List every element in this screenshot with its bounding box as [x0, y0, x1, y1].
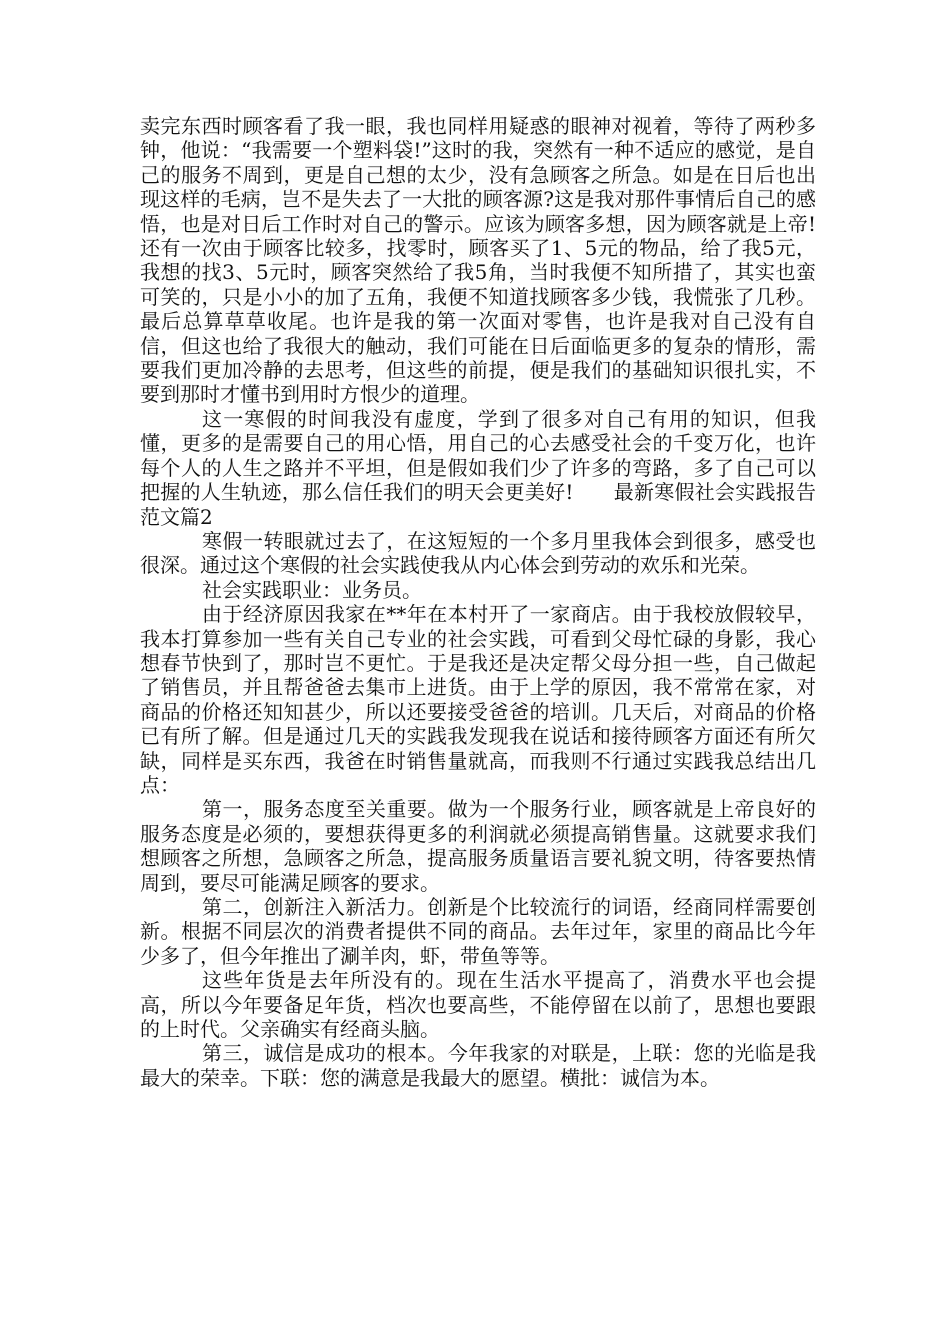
paragraph-7 — [140, 895, 816, 968]
paragraph-9-text: 第三，诚信是成功的根本。今年我家的对联是，上联：您的光临是我最大的荣幸。下联：您的满意是我最大的愿望。横批：诚信为本。 — [140, 1041, 816, 1090]
paragraph-6-text: 第一，服务态度至关重要。做为一个服务行业，顾客就是上帝良好的服务态度是必须的，要想获得更多的利润就必须提高销售量。这就要求我们想顾客之所想，急顾客之所急，提高服务质量语言要礼貌文明，待客要热情周到，要尽可能满足顾客的要求。 — [140, 797, 816, 895]
paragraph-9 — [140, 1041, 816, 1090]
paragraph-5-text: 由于经济原因我家在**年在本村开了一家商店。由于我校放假较早，我本打算参加一些有关自己专业的社会实践，可看到父母忙碌的身影，我心想春节快到了，那时岂不更忙。于是我还是决定帮父母分担一些，自己做起了销售员，并且帮爸爸去集市上进货。由于上学的原因，我不常常在家，对商品的价格还知知甚少，所以还要接受爸爸的培训。几天后，对商品的价格已有所了解。但是通过几天的实践我发现我在说话和接待顾客方面还有所欠缺，同样是买东西，我爸在时销售量就高，而我则不行通过实践我总结出几点： — [140, 602, 816, 797]
paragraph-8-text: 这些年货是去年所没有的。现在生活水平提高了，消费水平也会提高，所以今年要备足年货，档次也要高些，不能停留在以前了，思想也要跟的上时代。父亲确实有经商头脑。 — [140, 968, 816, 1042]
section-heading: 最新寒假社会实践报告范文篇2 — [140, 480, 817, 529]
paragraph-7-text: 第二，创新注入新活力。创新是个比较流行的词语，经商同样需要创新。根据不同层次的消费者提供不同的商品。去年过年，家里的商品比今年少多了，但今年推出了涮羊肉，虾，带鱼等等。 — [140, 895, 816, 968]
paragraph-2-text: 这一寒假的时间我没有虚度，学到了很多对自己有用的知识，但我懂，更多的是需要自己的用心悟，用自己的心去感受社会的千变万化，也许每个人的人生之路并不平坦，但是假如我们少了许多的弯路，多了自己可以把握的人生轨迹，那么信任我们的明天会更美好! — [140, 406, 816, 505]
document-page — [140, 114, 816, 1090]
paragraph-6 — [140, 797, 816, 895]
paragraph-3 — [140, 529, 816, 578]
paragraph-4-text: 社会实践职业：业务员。 — [202, 577, 422, 602]
paragraph-1 — [140, 114, 816, 407]
paragraph-3-text: 寒假一转眼就过去了，在这短短的一个多月里我体会到很多，感受也很深。通过这个寒假的社会实践使我从内心体会到劳动的欢乐和光荣。 — [140, 528, 816, 578]
paragraph-1-text: 卖完东西时顾客看了我一眼，我也同样用疑惑的眼神对视着，等待了两秒多钟，他说：“我需要一个塑料袋!”这时的我，突然有一种不适应的感觉，是自己的服务不周到，更是自己想的太少，没有急顾客之所急。如是在日后也出现这样的毛病，岂不是失去了一大批的顾客源?这是我对那件事情后自己的感悟，也是对日后工作时对自己的警示。应该为顾客多想，因为顾客就是上帝!还有一次由于顾客比较多，找零时，顾客买了1、5元的物品，给了我5元，我想的找3、5元时，顾客突然给了我5角，当时我便不知所措了，其实也蛮可笑的，只是小小的加了五角，我便不知道找顾客多少钱，我慌张了几秒。最后总算草草收尾。也许是我的第一次面对零售，也许是我对自己没有自信，但这也给了我很大的触动，我们可能在日后面临更多的复杂的情形，需要我们更加冷静的去思考，但这些的前提，便是我们的基础知识很扎实，不要到那时才懂书到用时方恨少的道理。 — [140, 114, 816, 407]
paragraph-2 — [140, 407, 816, 529]
paragraph-4 — [140, 578, 816, 602]
paragraph-5 — [140, 602, 816, 797]
paragraph-8 — [140, 968, 816, 1041]
